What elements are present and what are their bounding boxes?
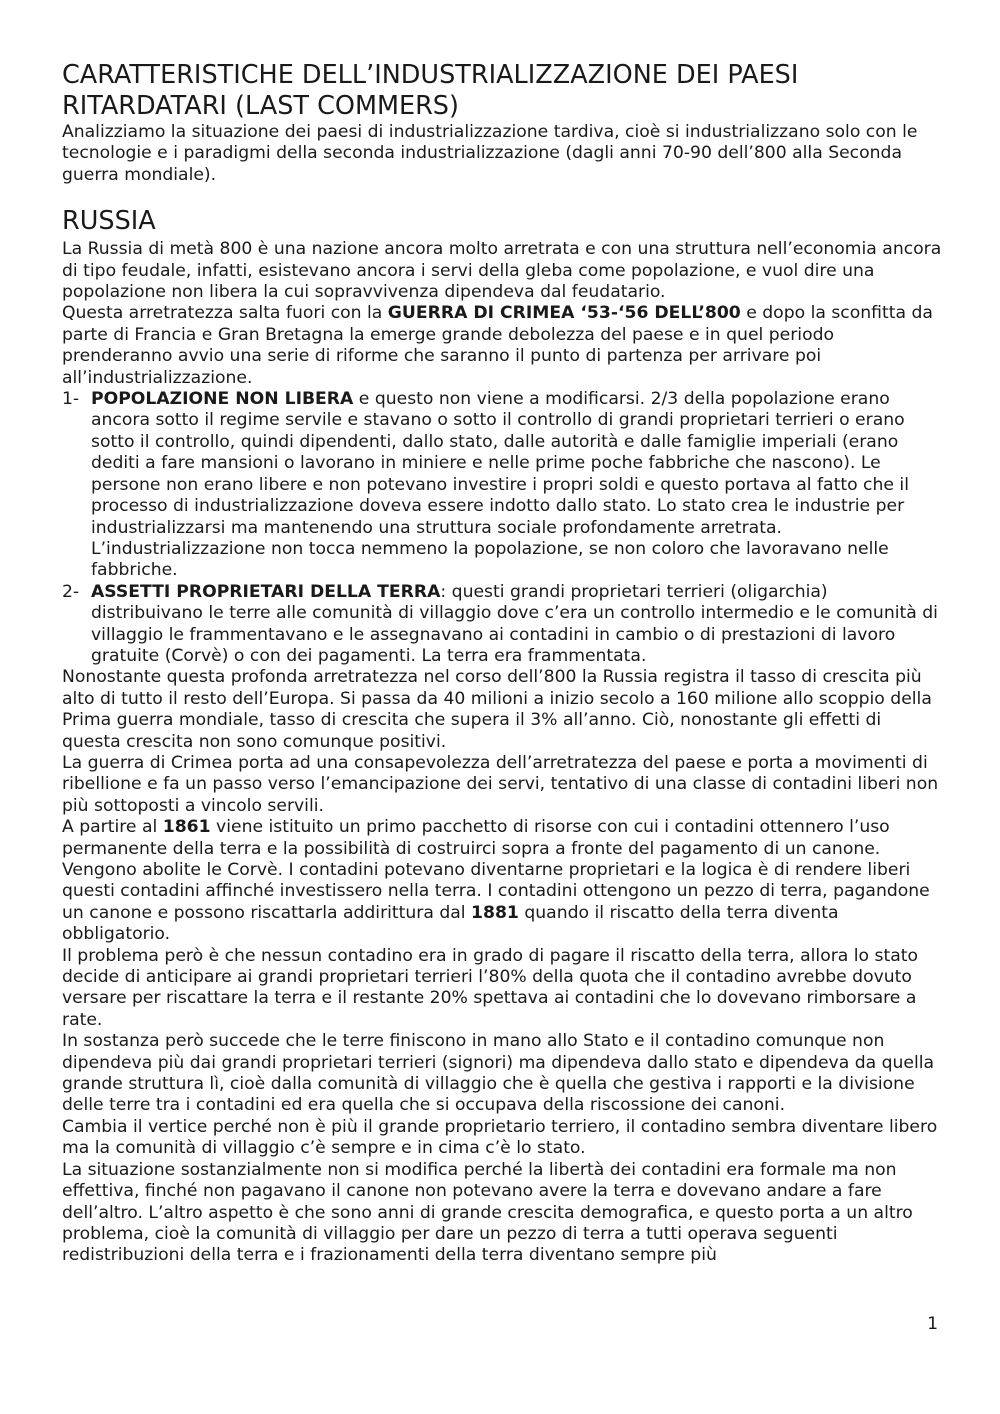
list-item <box>62 582 942 668</box>
paragraph-crimean-war <box>62 303 942 389</box>
document-title: CARATTERISTICHE DELL’INDUSTRIALIZZAZIONE DEI PAESI RITARDATARI (LAST COMMERS) <box>62 60 799 121</box>
paragraph-text: e dopo la sconfitta da parte di Francia e Gran Bretagna la emerge grande debolezza del paese e in quel periodo prenderanno avvio una serie di riforme che saranno il punto di partenza per arrivare poi all’industrializzazione. <box>62 303 933 388</box>
paragraph-text: quando il riscatto della terra diventa obbligatorio. <box>62 902 839 945</box>
paragraph-formal-freedom: La situazione sostanzialmente non si modifica perché la libertà dei contadini era formale ma non effettiva, finché non pagavano il canone non potevano avere la terra e dovevano andare a fare dell’altro. L’altro aspetto è che sono anni di grande crescita demografica, e questo porta a un altro problema, cioè la comunità di villaggio per dare un pezzo di terra a tutti operava seguenti redistribuzioni della terra e i frazionamenti della terra diventano sempre più <box>62 1159 913 1266</box>
numbered-list <box>62 389 942 667</box>
list-number: 2- <box>62 581 80 602</box>
paragraph-text: A partire al <box>62 817 163 838</box>
list-item-text: : questi grandi proprietari terrieri (oligarchia) distribuivano le terre alle comunità di villaggio dove c’era un controllo intermedio e le comunità di villaggio le frammentavano e le assegnavano ai contadini in cambio o di prestazioni di lavoro gratuite (Corvè) o con dei pagamenti. La terra era frammentata. <box>91 581 938 666</box>
paragraph-vertex-change: Cambia il vertice perché non è più il grande proprietario terriero, il contadino sembra diventare libero ma la comunità di villaggio c’è sempre e in cima c’è lo stato. <box>62 1116 938 1159</box>
paragraph-state-ownership: In sostanza però succede che le terre finiscono in mano allo Stato e il contadino comunque non dipendeva più dai grandi proprietari terrieri (signori) ma dipendeva dallo stato e dipendeva da quella grande struttura lì, cioè dalla comunità di villaggio che è quella che gestiva i rapporti e la divisione delle terre tra i contadini ed era quella che si occupava della riscossione dei canoni. <box>62 1031 935 1116</box>
intro-paragraph: Analizziamo la situazione dei paesi di industrializzazione tardiva, cioè si industrializzano solo con le tecnologie e i paradigmi della seconda industrializzazione (dagli anni 70-90 dell’800 alla Seconda guerra mondiale). <box>62 122 918 185</box>
highlight-crimean-war: GUERRA DI CRIMEA ‘53-‘56 DELL’800 <box>387 303 741 324</box>
list-item <box>62 389 942 582</box>
section-heading-russia: RUSSIA <box>62 206 156 237</box>
paragraph-russia-backwardness: La Russia di metà 800 è una nazione ancora molto arretrata e con una struttura nell’economia ancora di tipo feudale, infatti, esistevano ancora i servi della gleba come popolazione, e vuol dire una popolazione non libera la cui sopravvivenza dipendeva dal feudatario. <box>62 239 942 303</box>
paragraph-redemption-problem: Il problema però è che nessun contadino era in grado di pagare il riscatto della terra, allora lo stato decide di anticipare ai grandi proprietari terrieri l’80% della quota che il contadino avrebbe dovuto versare per riscattare la terra e il restante 20% spettava ai contadini che lo dovevano rimborsare a rate. <box>62 945 919 1030</box>
highlight-year-1881: 1881 <box>471 902 519 923</box>
paragraph-text: Questa arretratezza salta fuori con la <box>62 303 388 324</box>
list-item-heading: ASSETTI PROPRIETARI DELLA TERRA <box>91 581 441 602</box>
highlight-year-1861: 1861 <box>162 817 211 838</box>
paragraph-emancipation: La guerra di Crimea porta ad una consapevolezza dell’arretratezza del paese e porta a movimenti di ribellione e fa un passo verso l’emancipazione dei servi, tentativo di una classe di contadini liberi non più sottoposti a vincolo servili. <box>62 752 939 816</box>
paragraph-text: viene istituito un primo pacchetto di risorse con cui i contadini ottennero l’uso permanente della terra e la possibilità di costruirci sopra a fronte del pagamento di un canone. Vengono abolite le Corvè. I contadini potevano diventarne proprietari e la logica è di rendere liberi questi contadini affinché investissero nella terra. I contadini ottengono un pezzo di terra, pagandone un canone e possono riscattarla addirittura dal <box>62 817 930 923</box>
list-number: 1- <box>62 389 80 410</box>
list-item-text: e questo non viene a modificarsi. 2/3 della popolazione erano ancora sotto il regime servile e stavano o sotto il controllo di grandi proprietari terrieri o erano sotto il controllo, quindi dipendenti, dallo stato, dalle autorità e dalle famiglie imperiali (erano dediti a fare mansioni o lavorano in miniere e nelle prime poche fabbriche che nascono). Le persone non erano libere e non potevano investire i propri soldi e questo portava al fatto che il processo di industrializzazione doveva essere indotto dallo stato. Lo stato crea le industrie per industrializzarsi ma mantenendo una struttura sociale profondamente arretrata. L’industrializzazione non tocca nemmeno la popolazione, se non coloro che lavoravano nelle fabbriche. <box>91 389 909 581</box>
document-page <box>62 60 942 1267</box>
page-number: 1 <box>927 1314 938 1334</box>
paragraph-1861-reform <box>62 817 942 945</box>
paragraph-growth-rate: Nonostante questa profonda arretratezza nel corso dell’800 la Russia registra il tasso di crescita più alto di tutto il resto dell’Europa. Si passa da 40 milioni a inizio secolo a 160 milione allo scoppio della Prima guerra mondiale, tasso di crescita che supera il 3% all’anno. Ciò, nonostante gli effetti di questa crescita non sono comunque positivi. <box>62 667 932 752</box>
list-item-heading: POPOLAZIONE NON LIBERA <box>91 389 354 410</box>
